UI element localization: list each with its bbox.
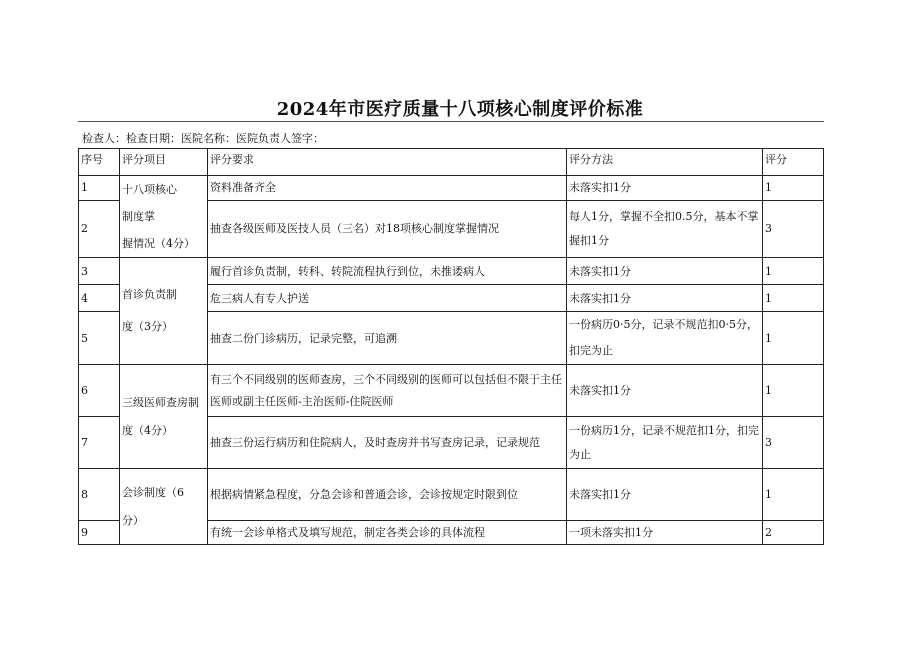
method-cell: 未落实扣1分 (567, 285, 763, 312)
method-cell: 每人1分，掌握不全扣0.5分，基本不掌握扣1分 (567, 200, 763, 257)
table-header-row (79, 149, 824, 176)
score-cell: 1 (763, 365, 824, 417)
method-cell: 一项未落实扣1分 (567, 521, 763, 545)
table-row (79, 469, 824, 521)
row-number: 5 (79, 312, 120, 365)
score-cell: 1 (763, 312, 824, 365)
method-cell: 未落实扣1分 (567, 176, 763, 201)
row-number: 1 (79, 176, 120, 201)
score-cell: 3 (763, 417, 824, 469)
row-number: 2 (79, 200, 120, 257)
evaluation-table (78, 148, 824, 545)
score-cell: 1 (763, 469, 824, 521)
score-cell: 1 (763, 285, 824, 312)
document-title: 2024年市医疗质量十八项核心制度评价标准 (276, 99, 644, 120)
header-method: 评分方法 (567, 149, 763, 176)
requirement-cell: 抽查二份门诊病历，记录完整，可追溯 (208, 312, 567, 365)
method-cell: 一份病历0·5分，记录不规范扣0·5分，扣完为止 (567, 312, 763, 365)
requirement-cell: 危三病人有专人护送 (208, 285, 567, 312)
method-cell: 一份病历1分，记录不规范扣1分，扣完为止 (567, 417, 763, 469)
category-ward-rounds: 三级医师查房制 度（4分） (120, 365, 208, 469)
header-item: 评分项目 (120, 149, 208, 176)
requirement-cell: 资料准备齐全 (208, 176, 567, 201)
method-cell: 未落实扣1分 (567, 469, 763, 521)
row-number: 9 (79, 521, 120, 545)
header-requirement: 评分要求 (208, 149, 567, 176)
score-cell: 2 (763, 521, 824, 545)
score-cell: 3 (763, 200, 824, 257)
row-number: 7 (79, 417, 120, 469)
method-cell: 未落实扣1分 (567, 365, 763, 417)
requirement-cell: 有统一会诊单格式及填写规范，制定各类会诊的具体流程 (208, 521, 567, 545)
score-cell: 1 (763, 258, 824, 285)
requirement-cell: 抽查各级医师及医技人员（三名）对18项核心制度掌握情况 (208, 200, 567, 257)
requirement-cell: 履行首诊负责制，转科、转院流程执行到位，未推诿病人 (208, 258, 567, 285)
requirement-cell: 有三个不同级别的医师查房，三个不同级别的医师可以包括但不限于主任医师或副主任医师-主治医师-住院医师 (208, 365, 567, 417)
score-cell: 1 (763, 176, 824, 201)
requirement-cell: 根据病情紧急程度，分急会诊和普通会诊，会诊按规定时限到位 (208, 469, 567, 521)
inspection-info-line: 检查人：检查日期：医院名称：医院负责人签字： (82, 132, 324, 145)
category-consultation: 会诊制度（6 分） (120, 469, 208, 545)
category-core-system: 十八项核心 制度掌 握情况（4分） (120, 176, 208, 258)
table-row (79, 365, 824, 417)
table-row (79, 258, 824, 285)
row-number: 4 (79, 285, 120, 312)
table-row (79, 176, 824, 201)
header-no: 序号 (79, 149, 120, 176)
requirement-cell: 抽查三份运行病历和住院病人，及时查房并书写查房记录，记录规范 (208, 417, 567, 469)
row-number: 8 (79, 469, 120, 521)
row-number: 6 (79, 365, 120, 417)
row-number: 3 (79, 258, 120, 285)
category-first-diagnosis: 首诊负责制 度（3分） (120, 258, 208, 365)
title-underline (78, 121, 824, 122)
header-score: 评分 (763, 149, 824, 176)
method-cell: 未落实扣1分 (567, 258, 763, 285)
